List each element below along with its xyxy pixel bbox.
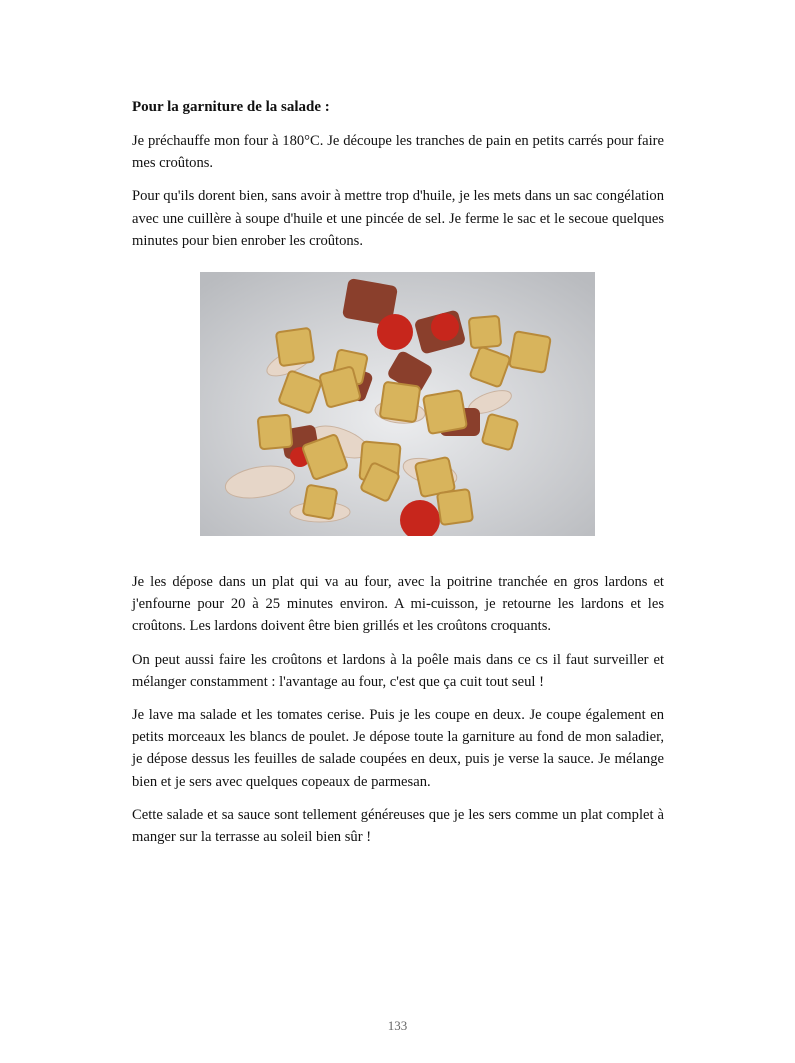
crouton [437, 489, 473, 525]
crouton [276, 328, 314, 366]
paragraph-4: On peut aussi faire les croûtons et lardons à la poêle mais dans ce cs il faut surveiller et mélanger constamment : l'avantage au four, c'est que ça cuit tout seul ! [132, 651, 664, 690]
paragraph-3: Je les dépose dans un plat qui va au four, avec la poitrine tranchée en gros lardons et j'enfourne pour 20 à 25 minutes environ. A mi-cuisson, je retourne les lardons et les croûtons. Les lardons doivent être bien grillés et les croûtons croquants. [132, 574, 664, 635]
crouton [469, 316, 502, 349]
text-block-bottom [132, 571, 664, 859]
text-block-top [132, 96, 664, 263]
salad-photo [200, 272, 595, 536]
crouton [423, 390, 467, 434]
paragraph-6: Cette salade et sa sauce sont tellement généreuses que je les sers comme un plat complet à manger sur la terrasse au soleil bien sûr ! [132, 806, 664, 846]
salad-photo-illustration [200, 272, 595, 536]
section-heading: Pour la garniture de la salade : [132, 99, 330, 115]
crouton [303, 485, 338, 520]
page-number: 133 [387, 1018, 408, 1033]
crouton [509, 331, 551, 373]
paragraph-1: Je préchauffe mon four à 180°C. Je découpe les tranches de pain en petits carrés pour faire mes croûtons. [132, 133, 664, 172]
paragraph-2: Pour qu'ils dorent bien, sans avoir à mettre trop d'huile, je les mets dans un sac congélation avec une cuillère à soupe d'huile et une pincée de sel. Je ferme le sac et le secoue quelques minutes pour bien enrober les croûtons. [132, 188, 664, 249]
cherry-tomato [377, 314, 413, 350]
cherry-tomato [431, 313, 459, 341]
crouton [380, 382, 421, 423]
crouton [482, 414, 519, 451]
crouton [319, 366, 361, 408]
paragraph-5: Je lave ma salade et les tomates cerise. Puis je les coupe en deux. Je coupe également en petits morceaux les blancs de poulet. Je dépose toute la garniture au fond de mon saladier, je dépose dessus les feuilles de salade coupées en deux, puis je verse la sauce. Je mélange bien et je sers avec quelques copeaux de parmesan. [132, 707, 664, 790]
crouton [258, 415, 293, 450]
